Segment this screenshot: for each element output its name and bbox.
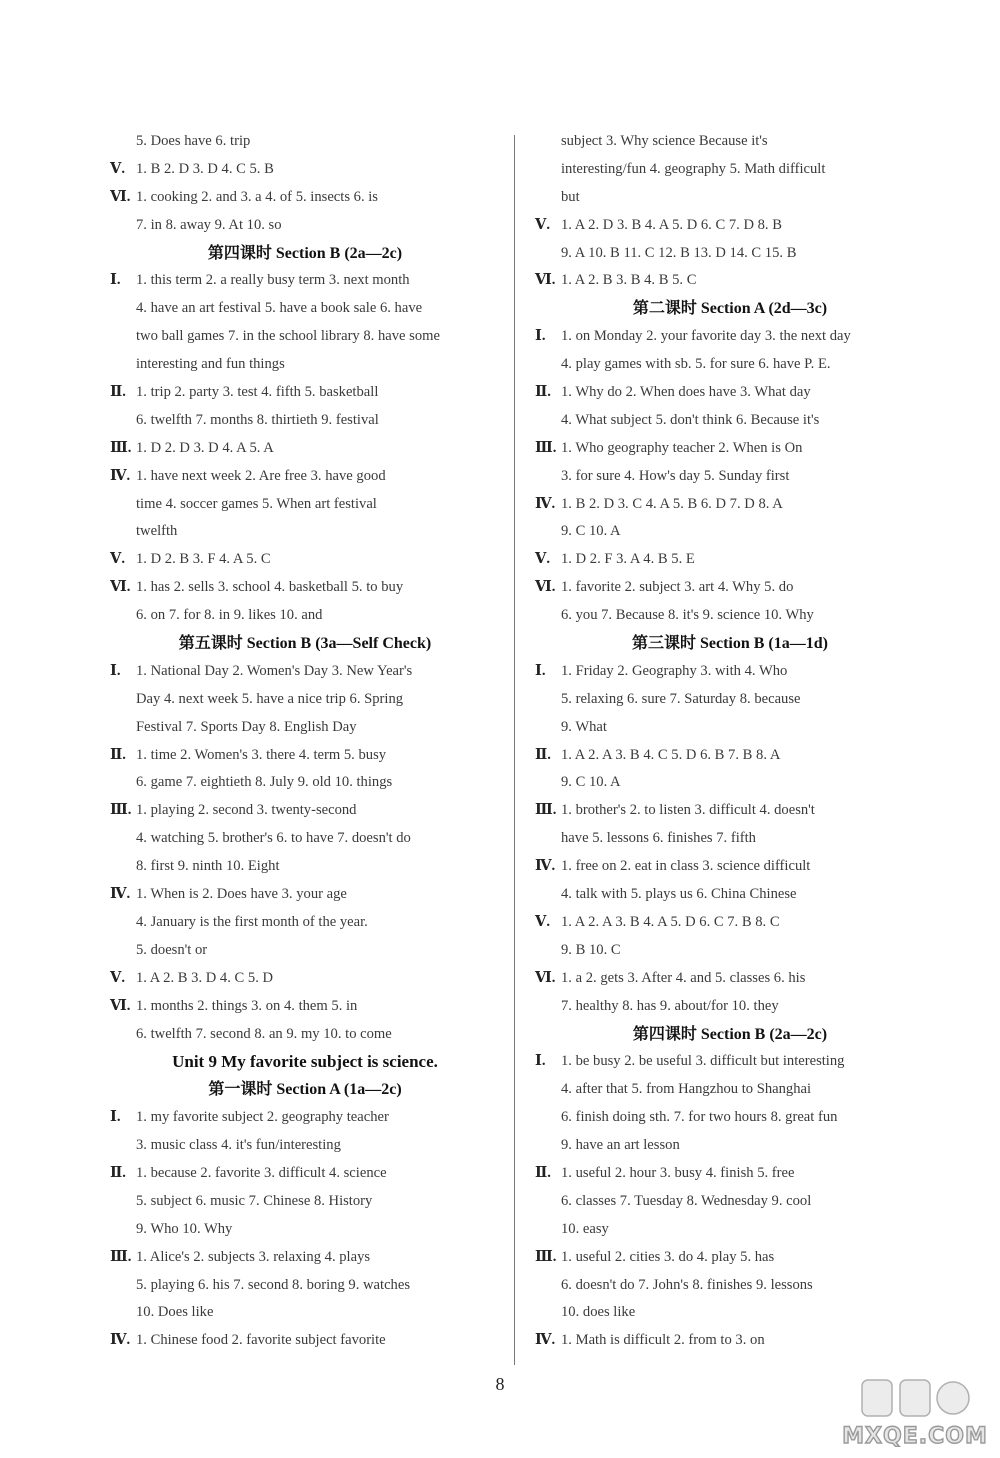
answer-line-continued: 4. January is the first month of the year. [136, 913, 368, 930]
roman-numeral-label: Ⅱ. [535, 746, 551, 763]
answer-line [110, 379, 500, 407]
roman-numeral-label: Ⅴ. [535, 216, 550, 233]
answer-text: 1. D 2. D 3. D 4. A 5. A [136, 439, 274, 456]
answer-line-continued: 4. talk with 5. plays us 6. China Chinese [561, 886, 797, 903]
answer-line [110, 435, 500, 463]
section-heading: 第四课时 Section B (2a—2c) [207, 244, 403, 262]
answer-text: 1. Who geography teacher 2. When is On [561, 439, 803, 456]
column-divider [514, 135, 515, 1365]
answer-line [110, 1104, 500, 1132]
answer-line-continued: 6. on 7. for 8. in 9. likes 10. and [136, 607, 323, 624]
roman-numeral-label: Ⅰ. [110, 1109, 121, 1126]
answer-text: 1. cooking 2. and 3. a 4. of 5. insects 6. is [136, 188, 378, 205]
answer-line-continued: 6. twelfth 7. months 8. thirtieth 9. festival [136, 411, 379, 428]
answer-line-continued: 9. B 10. C [561, 941, 621, 958]
left-answer-column [110, 128, 500, 1355]
answer-line-continued: 9. A 10. B 11. C 12. B 13. D 14. C 15. B [561, 244, 797, 261]
answer-text: 1. favorite 2. subject 3. art 4. Why 5. do [561, 579, 794, 596]
answer-text: 1. on Monday 2. your favorite day 3. the next day [561, 328, 851, 345]
page-number: 8 [495, 1374, 505, 1394]
roman-numeral-label: Ⅵ. [535, 579, 556, 596]
roman-numeral-label: Ⅳ. [535, 858, 556, 875]
answer-text: 1. have next week 2. Are free 3. have good [136, 467, 386, 484]
answer-line-continued: 3. music class 4. it's fun/interesting [136, 1137, 341, 1154]
answer-line [110, 797, 500, 825]
roman-numeral-label: Ⅲ. [535, 1248, 557, 1265]
answer-text: 1. time 2. Women's 3. there 4. term 5. busy [136, 746, 387, 763]
answer-line-continued: 3. for sure 4. How's day 5. Sunday first [561, 467, 790, 484]
answer-line [110, 1327, 500, 1355]
answer-line-continued: but [561, 188, 580, 205]
roman-numeral-label: Ⅰ. [110, 662, 121, 679]
roman-numeral-label: Ⅲ. [535, 802, 557, 819]
answer-line-continued: 5. doesn't or [136, 941, 208, 958]
answer-text: 1. A 2. D 3. B 4. A 5. D 6. C 7. D 8. B [561, 216, 782, 233]
section-heading: 第五课时 Section B (3a—Self Check) [178, 635, 432, 653]
roman-numeral-label: Ⅴ. [535, 551, 550, 568]
watermark-seal-icon [860, 1374, 970, 1422]
answer-line-continued: 8. first 9. ninth 10. Eight [136, 858, 280, 875]
answer-line [110, 184, 500, 212]
answer-line-continued: 5. relaxing 6. sure 7. Saturday 8. because [561, 690, 801, 707]
answer-line [535, 658, 925, 686]
answer-text: 1. useful 2. hour 3. busy 4. finish 5. free [561, 1164, 795, 1181]
answer-text: 1. has 2. sells 3. school 4. basketball 5. to buy [136, 579, 404, 596]
answer-text: 1. useful 2. cities 3. do 4. play 5. has [561, 1248, 775, 1265]
right-answer-column [535, 128, 925, 1355]
answer-line-continued: 6. doesn't do 7. John's 8. finishes 9. lessons [561, 1276, 813, 1293]
roman-numeral-label: Ⅳ. [110, 886, 131, 903]
roman-numeral-label: Ⅳ. [110, 1332, 131, 1349]
answer-text: 1. National Day 2. Women's Day 3. New Year's [136, 662, 413, 679]
answer-line-continued: 6. you 7. Because 8. it's 9. science 10. Why [561, 607, 814, 624]
answer-line-continued: 4. What subject 5. don't think 6. Because it's [561, 411, 820, 428]
answer-line-continued: 9. C 10. A [561, 523, 621, 540]
answer-text: 1. A 2. A 3. B 4. C 5. D 6. B 7. B 8. A [561, 746, 781, 763]
answer-line [535, 965, 925, 993]
watermark [840, 1370, 990, 1452]
answer-line [535, 546, 925, 574]
section-heading: 第二课时 Section A (2d—3c) [632, 300, 828, 318]
roman-numeral-label: Ⅰ. [110, 272, 121, 289]
answer-line [110, 574, 500, 602]
answer-line-continued: 9. have an art lesson [561, 1137, 680, 1154]
roman-numeral-label: Ⅲ. [110, 802, 132, 819]
answer-text: 1. be busy 2. be useful 3. difficult but interesting [561, 1053, 845, 1070]
roman-numeral-label: Ⅲ. [110, 1248, 132, 1265]
answer-line-continued: 4. watching 5. brother's 6. to have 7. doesn't do [136, 830, 411, 847]
answer-line [110, 156, 500, 184]
answer-line [535, 435, 925, 463]
roman-numeral-label: Ⅰ. [535, 662, 546, 679]
answer-line-continued: 7. healthy 8. has 9. about/for 10. they [561, 997, 779, 1014]
roman-numeral-label: Ⅵ. [110, 579, 131, 596]
roman-numeral-label: Ⅱ. [110, 1164, 126, 1181]
answer-line-continued: 9. C 10. A [561, 774, 621, 791]
answer-line [535, 323, 925, 351]
answer-text: 1. brother's 2. to listen 3. difficult 4. doesn't [561, 802, 815, 819]
answer-line-continued: Day 4. next week 5. have a nice trip 6. Spring [136, 690, 404, 707]
answer-line-continued: interesting/fun 4. geography 5. Math difficult [561, 160, 826, 177]
answer-line [535, 1327, 925, 1355]
answer-line-continued: 6. classes 7. Tuesday 8. Wednesday 9. cool [561, 1192, 812, 1209]
roman-numeral-label: Ⅲ. [535, 439, 557, 456]
answer-line [535, 742, 925, 770]
answer-text: 1. Math is difficult 2. from to 3. on [561, 1332, 765, 1349]
answer-line-continued: 4. after that 5. from Hangzhou to Shanghai [561, 1081, 812, 1098]
answer-text: 1. free on 2. eat in class 3. science difficult [561, 858, 811, 875]
answer-line [535, 574, 925, 602]
answer-line-continued: 4. have an art festival 5. have a book sale 6. have [136, 300, 423, 317]
answer-line [110, 993, 500, 1021]
answer-line [110, 267, 500, 295]
answer-line [535, 797, 925, 825]
answer-text: 1. B 2. D 3. D 4. C 5. B [136, 160, 274, 177]
answer-text: 1. Alice's 2. subjects 3. relaxing 4. plays [136, 1248, 371, 1265]
answer-text: 1. D 2. B 3. F 4. A 5. C [136, 551, 271, 568]
answer-line-continued: have 5. lessons 6. finishes 7. fifth [561, 830, 756, 847]
roman-numeral-label: Ⅴ. [110, 551, 125, 568]
answer-line [535, 267, 925, 295]
answer-line-continued: 6. game 7. eightieth 8. July 9. old 10. things [136, 774, 393, 791]
roman-numeral-label: Ⅴ. [110, 969, 125, 986]
roman-numeral-label: Ⅱ. [535, 384, 551, 401]
answer-line [535, 491, 925, 519]
answer-line-continued: 10. Does like [136, 1304, 214, 1321]
answer-text: 1. A 2. A 3. B 4. A 5. D 6. C 7. B 8. C [561, 913, 780, 930]
unit-title: Unit 9 My favorite subject is science. [172, 1052, 438, 1072]
answer-text: 1. B 2. D 3. C 4. A 5. B 6. D 7. D 8. A [561, 495, 783, 512]
answer-line [535, 379, 925, 407]
answer-line-continued: subject 3. Why science Because it's [561, 133, 768, 149]
answer-text: 1. because 2. favorite 3. difficult 4. science [136, 1164, 387, 1181]
answer-text: 1. Chinese food 2. favorite subject favorite [136, 1332, 386, 1349]
section-heading: 第四课时 Section B (2a—2c) [632, 1025, 828, 1043]
answer-line [110, 658, 500, 686]
answer-line [110, 1244, 500, 1272]
roman-numeral-label: Ⅱ. [535, 1164, 551, 1181]
answer-line-continued: interesting and fun things [136, 356, 285, 373]
answer-line-continued: 9. What [561, 718, 607, 735]
answer-line-continued: 9. Who 10. Why [136, 1220, 233, 1237]
answer-line-continued: two ball games 7. in the school library 8. have some [136, 328, 440, 345]
answer-line-continued: 5. Does have 6. trip [136, 133, 251, 149]
answer-line-continued: twelfth [136, 523, 178, 540]
answer-line-continued: Festival 7. Sports Day 8. English Day [136, 718, 357, 735]
answer-line-continued: 6. twelfth 7. second 8. an 9. my 10. to come [136, 1025, 392, 1042]
answer-line [535, 1048, 925, 1076]
roman-numeral-label: Ⅵ. [535, 272, 556, 289]
watermark-site-text: MXQE.COM [842, 1424, 988, 1449]
answer-line [535, 853, 925, 881]
answer-line-continued: time 4. soccer games 5. When art festival [136, 495, 377, 512]
roman-numeral-label: Ⅲ. [110, 439, 132, 456]
answer-line-continued: 5. playing 6. his 7. second 8. boring 9. watches [136, 1276, 410, 1293]
section-heading: 第一课时 Section A (1a—2c) [208, 1081, 402, 1099]
answer-line-continued: 4. play games with sb. 5. for sure 6. have P. E. [561, 356, 831, 373]
answer-text: 1. playing 2. second 3. twenty-second [136, 802, 357, 819]
answer-line [110, 463, 500, 491]
roman-numeral-label: Ⅰ. [535, 328, 546, 345]
answer-text: 1. A 2. B 3. B 4. B 5. C [561, 272, 697, 289]
roman-numeral-label: Ⅴ. [110, 160, 125, 177]
answer-line [535, 1160, 925, 1188]
answer-text: 1. my favorite subject 2. geography teacher [136, 1109, 389, 1126]
answer-line-continued: 10. does like [561, 1304, 636, 1321]
answer-text: 1. Friday 2. Geography 3. with 4. Who [561, 662, 788, 679]
answer-line [110, 546, 500, 574]
roman-numeral-label: Ⅱ. [110, 746, 126, 763]
answer-text: 1. a 2. gets 3. After 4. and 5. classes 6. his [561, 969, 806, 986]
answer-line [110, 881, 500, 909]
answer-line [110, 742, 500, 770]
roman-numeral-label: Ⅳ. [535, 1332, 556, 1349]
answer-text: 1. this term 2. a really busy term 3. next month [136, 272, 410, 289]
answer-line-continued: 10. easy [561, 1220, 609, 1237]
roman-numeral-label: Ⅴ. [535, 913, 550, 930]
answer-text: 1. Why do 2. When does have 3. What day [561, 384, 811, 401]
roman-numeral-label: Ⅰ. [535, 1053, 546, 1070]
roman-numeral-label: Ⅵ. [535, 969, 556, 986]
roman-numeral-label: Ⅵ. [110, 997, 131, 1014]
answer-line [535, 909, 925, 937]
answer-line-continued: 7. in 8. away 9. At 10. so [136, 216, 282, 233]
answer-line [535, 212, 925, 240]
answer-text: 1. A 2. B 3. D 4. C 5. D [136, 969, 274, 986]
roman-numeral-label: Ⅳ. [110, 467, 131, 484]
answer-line [535, 1244, 925, 1272]
section-heading: 第三课时 Section B (1a—1d) [631, 635, 828, 653]
answer-text: 1. trip 2. party 3. test 4. fifth 5. basketball [136, 384, 379, 401]
answer-line-continued: 6. finish doing sth. 7. for two hours 8. great fun [561, 1109, 838, 1126]
answer-text: 1. months 2. things 3. on 4. them 5. in [136, 997, 358, 1014]
roman-numeral-label: Ⅵ. [110, 188, 131, 205]
answer-line-continued: 5. subject 6. music 7. Chinese 8. History [136, 1192, 373, 1209]
answer-line [110, 1160, 500, 1188]
roman-numeral-label: Ⅳ. [535, 495, 556, 512]
answer-line [110, 965, 500, 993]
answer-text: 1. When is 2. Does have 3. your age [136, 886, 347, 903]
roman-numeral-label: Ⅱ. [110, 384, 126, 401]
answer-text: 1. D 2. F 3. A 4. B 5. E [561, 551, 695, 568]
